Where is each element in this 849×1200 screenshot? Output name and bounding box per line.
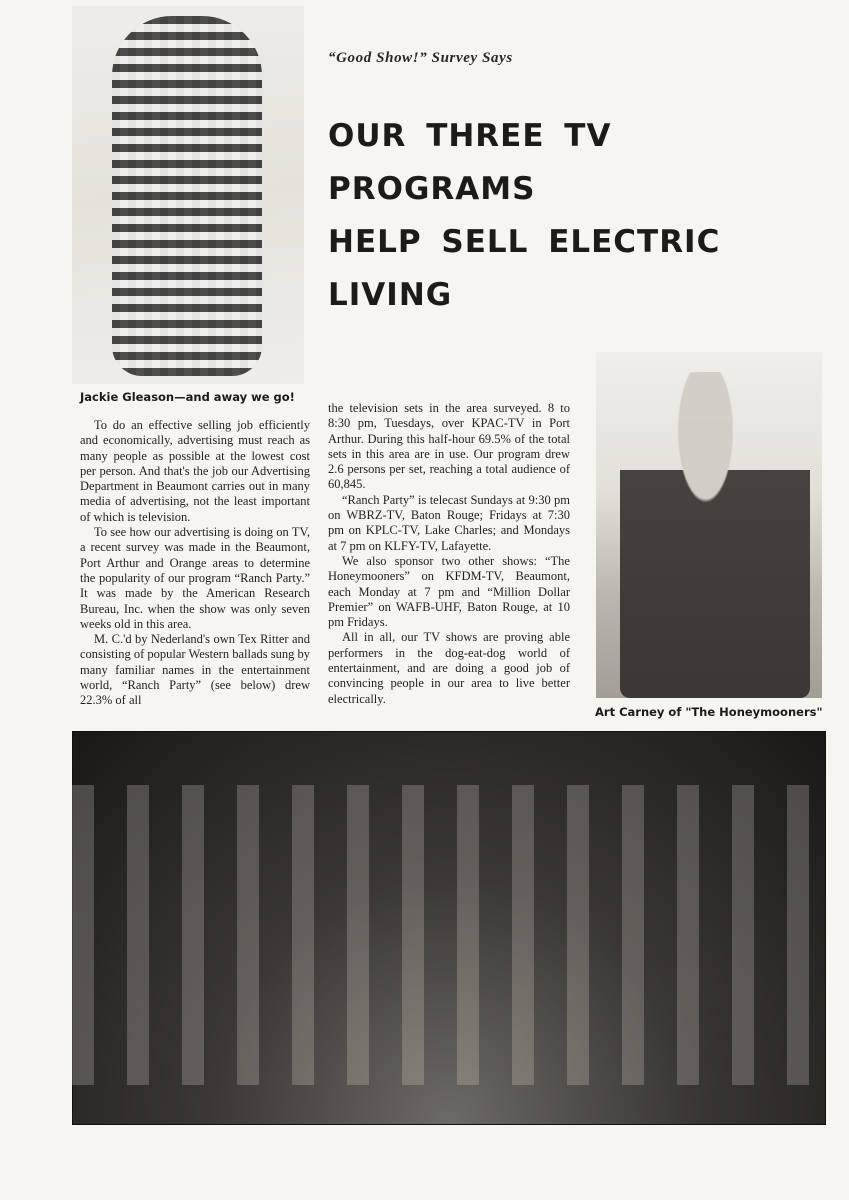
headline-line-2: HELP SELL ELECTRIC LIVING <box>328 224 721 313</box>
caption-art-carney: Art Carney of "The Honeymooners" <box>595 705 823 719</box>
art-carney-figure <box>620 372 810 698</box>
headline-line-1: OUR THREE TV PROGRAMS <box>328 118 612 207</box>
paragraph: “Ranch Party” is telecast Sundays at 9:30 pm on WBRZ-TV, Baton Rouge; Fridays at 7:30 pm on KPLC-TV, Lake Charles; and Mondays at 7 pm on KLFY-TV, Lafayette. <box>328 492 570 553</box>
paragraph: We also sponsor two other shows: “The Honeymooners” on KFDM-TV, Beaumont, each Monday at 7 pm and “Million Dollar Premier” on WAFB-UHF, Baton Rouge, at 10 pm Fridays. <box>328 553 570 630</box>
article-column-middle <box>328 401 570 707</box>
ranch-party-cast-photo <box>72 731 826 1125</box>
caption-jackie-gleason: Jackie Gleason—and away we go! <box>80 390 295 404</box>
headline <box>328 110 828 322</box>
jackie-gleason-figure <box>112 16 262 376</box>
art-carney-photo <box>596 352 822 698</box>
article-column-left <box>80 418 310 709</box>
ranch-party-performers <box>72 785 826 1085</box>
paragraph: M. C.'d by Nederland's own Tex Ritter and consisting of popular Western ballads sung by many familiar names in the entertainment world, “Ranch Party” (see below) drew 22.3% of all <box>80 632 310 708</box>
paragraph: All in all, our TV shows are proving able performers in the dog-eat-dog world of entertainment, and are doing a good job of convincing people in our area to live better electrically. <box>328 630 570 706</box>
paragraph: To see how our advertising is doing on TV, a recent survey was made in the Beaumont, Port Arthur and Orange areas to determine the popularity of our program “Ranch Party.” It was made by the American Research Bureau, Inc. when the show was only seven weeks old in this area. <box>80 525 310 631</box>
paragraph-continuation: the television sets in the area surveyed. 8 to 8:30 pm, Tuesdays, over KPAC-TV in Port Arthur. During this half-hour 69.5% of the total sets in this area are in use. Our program drew 2.6 persons per set, reaching a total audience of 60,845. <box>328 401 570 492</box>
jackie-gleason-photo <box>72 6 304 384</box>
kicker: “Good Show!” Survey Says <box>328 50 513 66</box>
paragraph: To do an effective selling job efficiently and economically, advertising must reach as many people as possible at the lowest cost per person. And that's the job our Advertising Department in Beaumont carries out in many media of advertising, not the least important of which is television. <box>80 418 310 524</box>
